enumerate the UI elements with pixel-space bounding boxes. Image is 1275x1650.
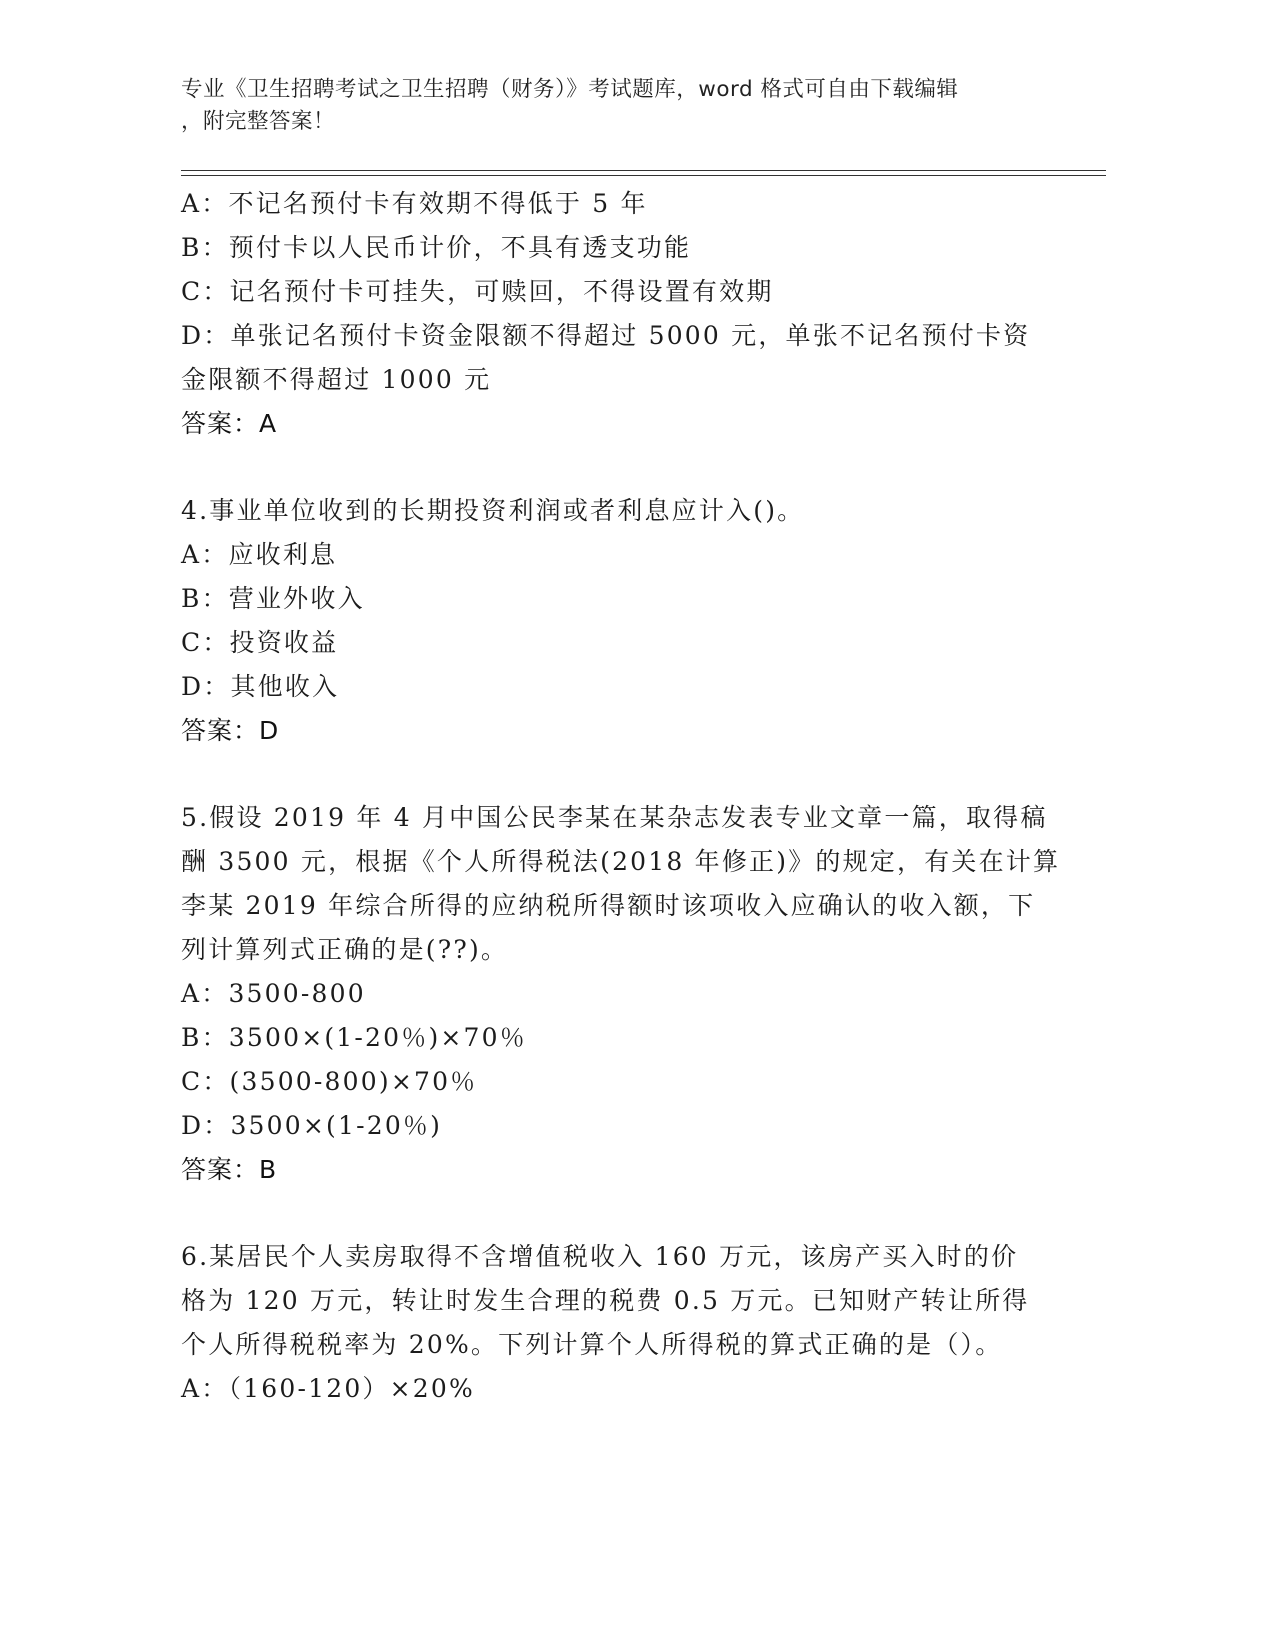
option-b: B：营业外收入 (181, 584, 365, 613)
question-4 (181, 489, 1041, 753)
option-c: C：记名预付卡可挂失，可赎回，不得设置有效期 (181, 277, 774, 306)
question-list (181, 182, 1061, 1411)
option-c: C：投资收益 (181, 628, 339, 657)
answer: 答案：D (181, 716, 280, 745)
document-header (181, 74, 1041, 138)
option-d: D：其他收入 (181, 672, 340, 701)
answer: 答案：A (181, 409, 278, 438)
question-6 (181, 1235, 1041, 1411)
spacer (181, 446, 1041, 489)
question-stem-line: 5.假设 2019 年 4 月中国公民李某在某杂志发表专业文章一篇，取得稿 (181, 803, 1048, 832)
question-stem-line: 格为 120 万元，转让时发生合理的税费 0.5 万元。已知财产转让所得 (181, 1286, 1030, 1315)
question-stem-line: 李某 2019 年综合所得的应纳税所得额时该项收入应确认的收入额，下 (181, 891, 1036, 920)
option-b: B：预付卡以人民币计价，不具有透支功能 (181, 233, 692, 262)
spacer (181, 753, 1041, 796)
question-5 (181, 796, 1061, 1192)
option-d-continued: 金限额不得超过 1000 元 (181, 365, 492, 394)
option-b: B：3500×(1-20％)×70％ (181, 1023, 527, 1052)
option-a: A：（160-120）×20% (181, 1374, 475, 1403)
spacer (181, 1192, 1041, 1235)
header-line-1: 专业《卫生招聘考试之卫生招聘（财务）》考试题库，word 格式可自由下载编辑 (181, 77, 959, 102)
option-a: A：应收利息 (181, 540, 338, 569)
question-stem-line: 6.某居民个人卖房取得不含增值税收入 160 万元，该房产买入时的价 (181, 1242, 1019, 1271)
option-d: D：3500×(1-20％) (181, 1111, 443, 1140)
header-divider-top (181, 170, 1106, 171)
option-a: A：3500-800 (181, 979, 366, 1008)
answer: 答案：B (181, 1155, 278, 1184)
option-c: C：(3500-800)×70％ (181, 1067, 478, 1096)
question-stem-line: 个人所得税税率为 20%。下列计算个人所得税的算式正确的是（）。 (181, 1330, 1003, 1359)
header-line-2: ，附完整答案！ (181, 109, 336, 134)
header-divider-bottom (181, 175, 1106, 176)
option-a: A：不记名预付卡有效期不得低于 5 年 (181, 189, 648, 218)
option-d: D：单张记名预付卡资金限额不得超过 5000 元，单张不记名预付卡资 (181, 321, 1031, 350)
question-stem-line: 列计算列式正确的是(??)。 (181, 935, 509, 964)
question-stem: 4.事业单位收到的长期投资利润或者利息应计入()。 (181, 496, 805, 525)
question-3 (181, 182, 1041, 446)
question-stem-line: 酬 3500 元，根据《个人所得税法(2018 年修正)》的规定，有关在计算 (181, 847, 1061, 876)
